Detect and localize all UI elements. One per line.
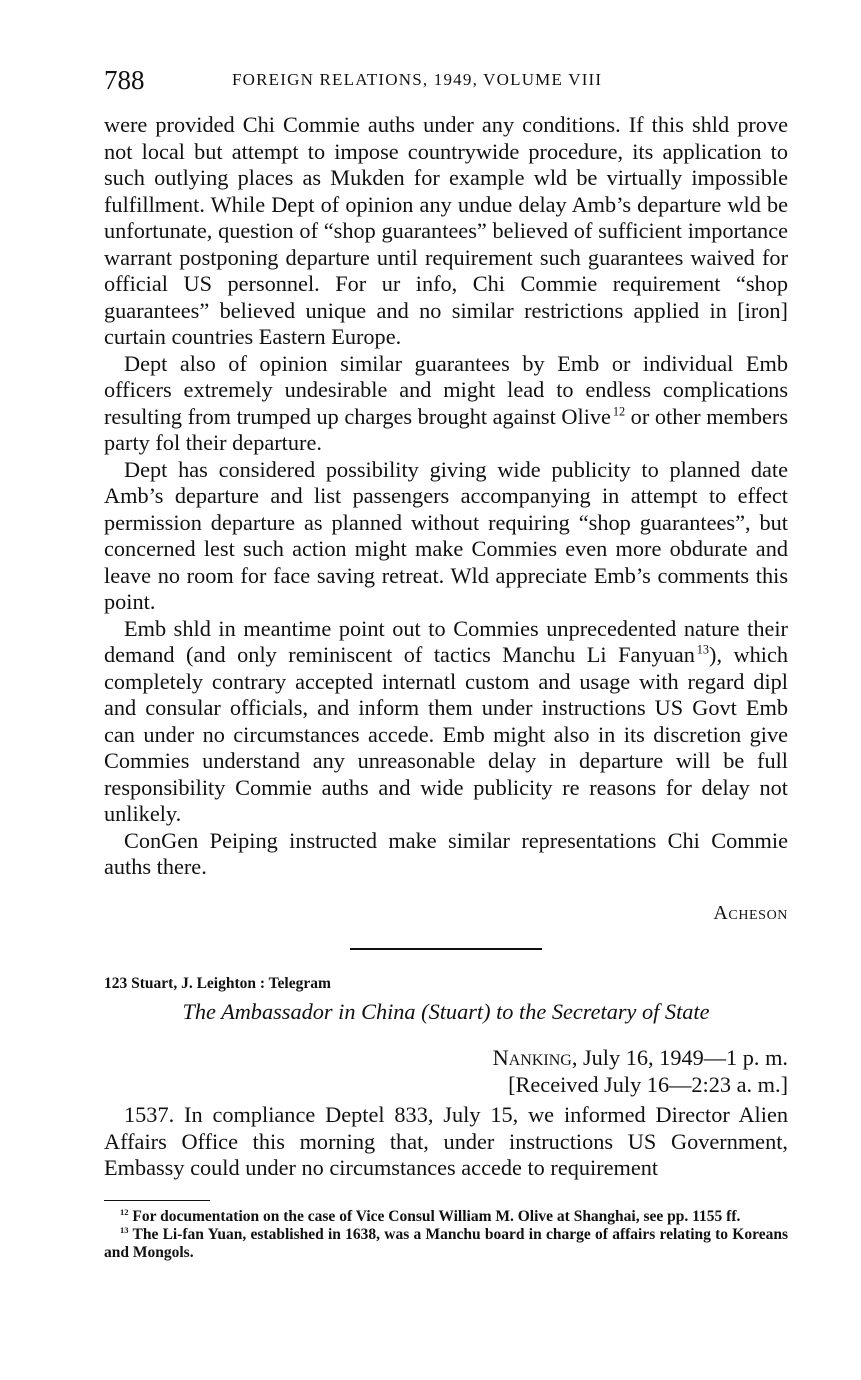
footnote-number: 12 [120, 1206, 129, 1217]
footnotes [104, 1208, 788, 1262]
section-divider [350, 948, 542, 950]
signature: Acheson [713, 902, 788, 924]
paragraph: Emb shld in meantime point out to Commies unprecedented nature their demand (and only reminiscent of tactics Manchu Li Fanyuan $^{13}$), which completely contrary accepted internatl custom and usage with regard dipl and consular officials, and inform them under instructions US Govt Emb can under no circumstances accede. Emb might also in its discretion give Commies understand any unreasonable delay in departure will be full responsibility Commie auths and wide publicity re reasons for delay not unlikely. [104, 615, 788, 826]
telegram-text [104, 1102, 788, 1182]
paragraph: ConGen Peiping instructed make similar representations Chi Commie auths there. [104, 827, 788, 879]
paragraph: Dept also of opinion similar guarantees by Emb or individual Emb officers extremely undesirable and might lead to endless complications resulting from trumped up charges brought against Olive $^{12}$ or other members party fol their departure. [104, 350, 789, 455]
body-text [104, 112, 788, 881]
file-reference: 123 Stuart, J. Leighton : Telegram [104, 975, 331, 992]
page-header [104, 62, 788, 102]
dateline-place: Nanking, [492, 1045, 578, 1070]
dateline-date: July 16, 1949—1 p. m. [577, 1045, 788, 1070]
document-title: The Ambassador in China (Stuart) to the Secretary of State [182, 999, 710, 1024]
footnote: $^{13}$ The Li-fan Yuan, established in 1638, was a Manchu board in charge of affairs relating to Koreans and Mongols. [104, 1224, 788, 1261]
page-number: 788 [104, 65, 145, 95]
footnote-rule [104, 1200, 210, 1201]
received-line: [Received July 16—2:23 a. m.] [508, 1072, 788, 1097]
footnote-ref: 12 [612, 404, 626, 419]
footnote-number: 13 [120, 1224, 129, 1235]
dateline [104, 1045, 788, 1071]
paragraph: Dept has considered possibility giving wide publicity to planned date Amb’s departure and list passengers accompanying in attempt to effect permission departure as planned without requiring “shop guarantees”, but concerned lest such action might make Commies even more obdurate and leave no room for face saving retreat. Wld appreciate Emb’s comments this point. [104, 456, 788, 614]
paragraph: were provided Chi Commie auths under any conditions. If this shld prove not local but attempt to impose countrywide procedure, its application to such outlying places as Mukden for example wld be virtually impossible fulfillment. While Dept of opinion any undue delay Amb’s departure wld be unfortunate, question of “shop guarantees” believed of sufficient importance warrant postponing departure until requirement such guarantees waived for official US personnel. For ur info, Chi Commie requirement “shop guarantees” believed unique and no similar restrictions applied in [iron] curtain countries Eastern Europe. [104, 112, 788, 349]
paragraph: 1537. In compliance Deptel 833, July 15, we informed Director Alien Affairs Office this morning that, under instructions US Government, Embassy could under no circumstances accede to requirement [104, 1102, 788, 1180]
footnote-ref: 13 [696, 642, 710, 657]
running-head: FOREIGN RELATIONS, 1949, VOLUME VIII [232, 70, 603, 89]
footnote: $^{12}$ For documentation on the case of Vice Consul William M. Olive at Shanghai, see pp. 1155 ff. [120, 1206, 741, 1225]
